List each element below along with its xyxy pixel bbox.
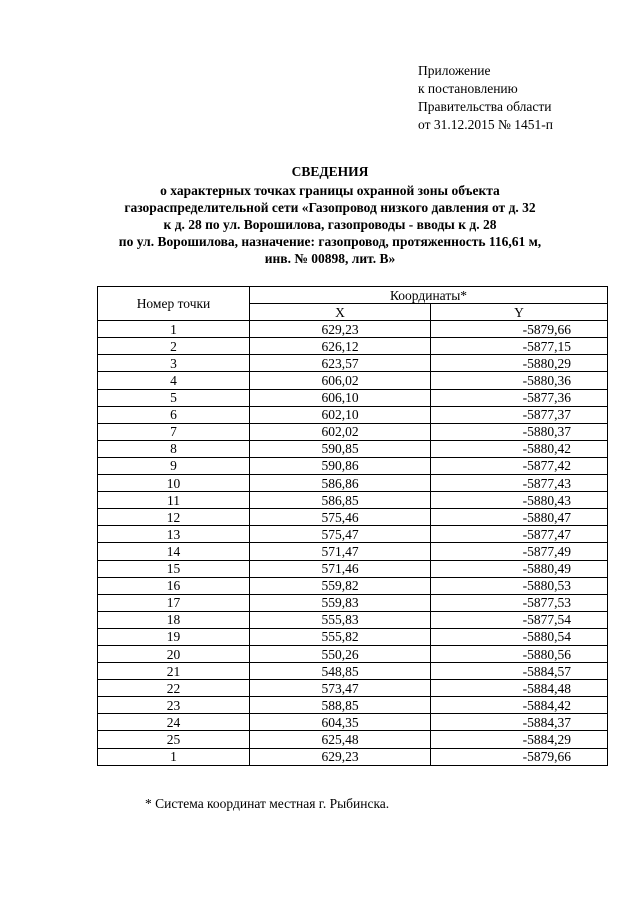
table-body (98, 321, 608, 765)
table-row (98, 406, 608, 423)
table-row (98, 355, 608, 372)
y-coordinate-cell: -5877,15 (431, 338, 608, 355)
x-header: X (250, 304, 431, 321)
x-coordinate-cell: 629,23 (250, 321, 431, 338)
y-coordinate-cell: -5884,29 (431, 731, 608, 748)
point-number-cell: 4 (98, 372, 250, 389)
point-number-cell: 5 (98, 389, 250, 406)
table-row (98, 475, 608, 492)
x-coordinate-cell: 625,48 (250, 731, 431, 748)
document-title: СВЕДЕНИЯ (291, 164, 369, 179)
point-number-cell: 24 (98, 714, 250, 731)
x-coordinate-cell: 626,12 (250, 338, 431, 355)
heading-line: к д. 28 по ул. Ворошилова, газопроводы - вводы к д. 28 (163, 217, 497, 232)
table-row (98, 423, 608, 440)
x-coordinate-cell: 548,85 (250, 663, 431, 680)
y-coordinate-cell: -5877,53 (431, 594, 608, 611)
y-coordinate-cell: -5877,42 (431, 457, 608, 474)
appendix-line: от 31.12.2015 № 1451-п (418, 117, 553, 132)
table-row (98, 594, 608, 611)
x-coordinate-cell: 571,46 (250, 560, 431, 577)
y-coordinate-cell: -5880,36 (431, 372, 608, 389)
point-number-cell: 13 (98, 526, 250, 543)
x-coordinate-cell: 575,46 (250, 509, 431, 526)
y-coordinate-cell: -5880,43 (431, 492, 608, 509)
y-coordinate-cell: -5877,43 (431, 475, 608, 492)
x-coordinate-cell: 550,26 (250, 645, 431, 662)
y-coordinate-cell: -5877,36 (431, 389, 608, 406)
y-coordinate-cell: -5880,54 (431, 628, 608, 645)
document-heading (60, 163, 600, 267)
x-coordinate-cell: 602,10 (250, 406, 431, 423)
y-coordinate-cell: -5880,49 (431, 560, 608, 577)
y-coordinate-cell: -5880,47 (431, 509, 608, 526)
table-row (98, 509, 608, 526)
point-number-cell: 21 (98, 663, 250, 680)
point-number-cell: 6 (98, 406, 250, 423)
point-number-cell: 8 (98, 440, 250, 457)
coordinates-header: Координаты* (250, 287, 608, 304)
table-row (98, 457, 608, 474)
point-number-cell: 19 (98, 628, 250, 645)
point-number-cell: 10 (98, 475, 250, 492)
table-header-row (98, 287, 608, 304)
point-number-cell: 1 (98, 748, 250, 765)
table-row (98, 372, 608, 389)
table-row (98, 680, 608, 697)
heading-line: инв. № 00898, лит. В» (264, 251, 396, 266)
y-header: Y (431, 304, 608, 321)
table-row (98, 577, 608, 594)
x-coordinate-cell: 586,85 (250, 492, 431, 509)
appendix-block (418, 62, 553, 134)
table-row (98, 731, 608, 748)
point-number-cell: 23 (98, 697, 250, 714)
y-coordinate-cell: -5880,53 (431, 577, 608, 594)
table-row (98, 492, 608, 509)
table-row (98, 338, 608, 355)
point-number-header: Номер точки (98, 287, 250, 321)
table-row (98, 611, 608, 628)
x-coordinate-cell: 604,35 (250, 714, 431, 731)
table-row (98, 645, 608, 662)
appendix-line: Приложение (418, 63, 491, 78)
x-coordinate-cell: 629,23 (250, 748, 431, 765)
y-coordinate-cell: -5880,42 (431, 440, 608, 457)
x-coordinate-cell: 588,85 (250, 697, 431, 714)
y-coordinate-cell: -5880,56 (431, 645, 608, 662)
heading-line: газораспределительной сети «Газопровод низкого давления от д. 32 (124, 200, 536, 215)
heading-line: о характерных точках границы охранной зоны объекта (160, 183, 500, 198)
y-coordinate-cell: -5880,37 (431, 423, 608, 440)
x-coordinate-cell: 590,85 (250, 440, 431, 457)
point-number-cell: 14 (98, 543, 250, 560)
table-row (98, 389, 608, 406)
y-coordinate-cell: -5884,42 (431, 697, 608, 714)
table-row (98, 663, 608, 680)
coordinates-table (97, 286, 608, 766)
y-coordinate-cell: -5880,29 (431, 355, 608, 372)
appendix-line: к постановлению (418, 81, 518, 96)
point-number-cell: 1 (98, 321, 250, 338)
point-number-cell: 20 (98, 645, 250, 662)
x-coordinate-cell: 555,82 (250, 628, 431, 645)
table-row (98, 628, 608, 645)
appendix-line: Правительства области (418, 99, 552, 114)
y-coordinate-cell: -5884,57 (431, 663, 608, 680)
table-row (98, 560, 608, 577)
point-number-cell: 16 (98, 577, 250, 594)
x-coordinate-cell: 555,83 (250, 611, 431, 628)
point-number-cell: 17 (98, 594, 250, 611)
table-row (98, 440, 608, 457)
point-number-cell: 22 (98, 680, 250, 697)
point-number-cell: 25 (98, 731, 250, 748)
heading-line: по ул. Ворошилова, назначение: газопровод, протяженность 116,61 м, (118, 234, 542, 249)
y-coordinate-cell: -5884,48 (431, 680, 608, 697)
x-coordinate-cell: 606,10 (250, 389, 431, 406)
y-coordinate-cell: -5879,66 (431, 748, 608, 765)
y-coordinate-cell: -5877,54 (431, 611, 608, 628)
x-coordinate-cell: 602,02 (250, 423, 431, 440)
x-coordinate-cell: 573,47 (250, 680, 431, 697)
point-number-cell: 11 (98, 492, 250, 509)
footnote: * Система координат местная г. Рыбинска. (145, 796, 390, 811)
x-coordinate-cell: 559,82 (250, 577, 431, 594)
y-coordinate-cell: -5877,37 (431, 406, 608, 423)
x-coordinate-cell: 586,86 (250, 475, 431, 492)
point-number-cell: 2 (98, 338, 250, 355)
x-coordinate-cell: 571,47 (250, 543, 431, 560)
x-coordinate-cell: 590,86 (250, 457, 431, 474)
point-number-cell: 3 (98, 355, 250, 372)
y-coordinate-cell: -5879,66 (431, 321, 608, 338)
point-number-cell: 9 (98, 457, 250, 474)
point-number-cell: 7 (98, 423, 250, 440)
table-row (98, 543, 608, 560)
y-coordinate-cell: -5877,49 (431, 543, 608, 560)
y-coordinate-cell: -5877,47 (431, 526, 608, 543)
y-coordinate-cell: -5884,37 (431, 714, 608, 731)
table-row (98, 714, 608, 731)
x-coordinate-cell: 606,02 (250, 372, 431, 389)
point-number-cell: 12 (98, 509, 250, 526)
table-row (98, 526, 608, 543)
table-row (98, 748, 608, 765)
point-number-cell: 18 (98, 611, 250, 628)
table-row (98, 697, 608, 714)
x-coordinate-cell: 623,57 (250, 355, 431, 372)
table-row (98, 321, 608, 338)
x-coordinate-cell: 575,47 (250, 526, 431, 543)
point-number-cell: 15 (98, 560, 250, 577)
x-coordinate-cell: 559,83 (250, 594, 431, 611)
